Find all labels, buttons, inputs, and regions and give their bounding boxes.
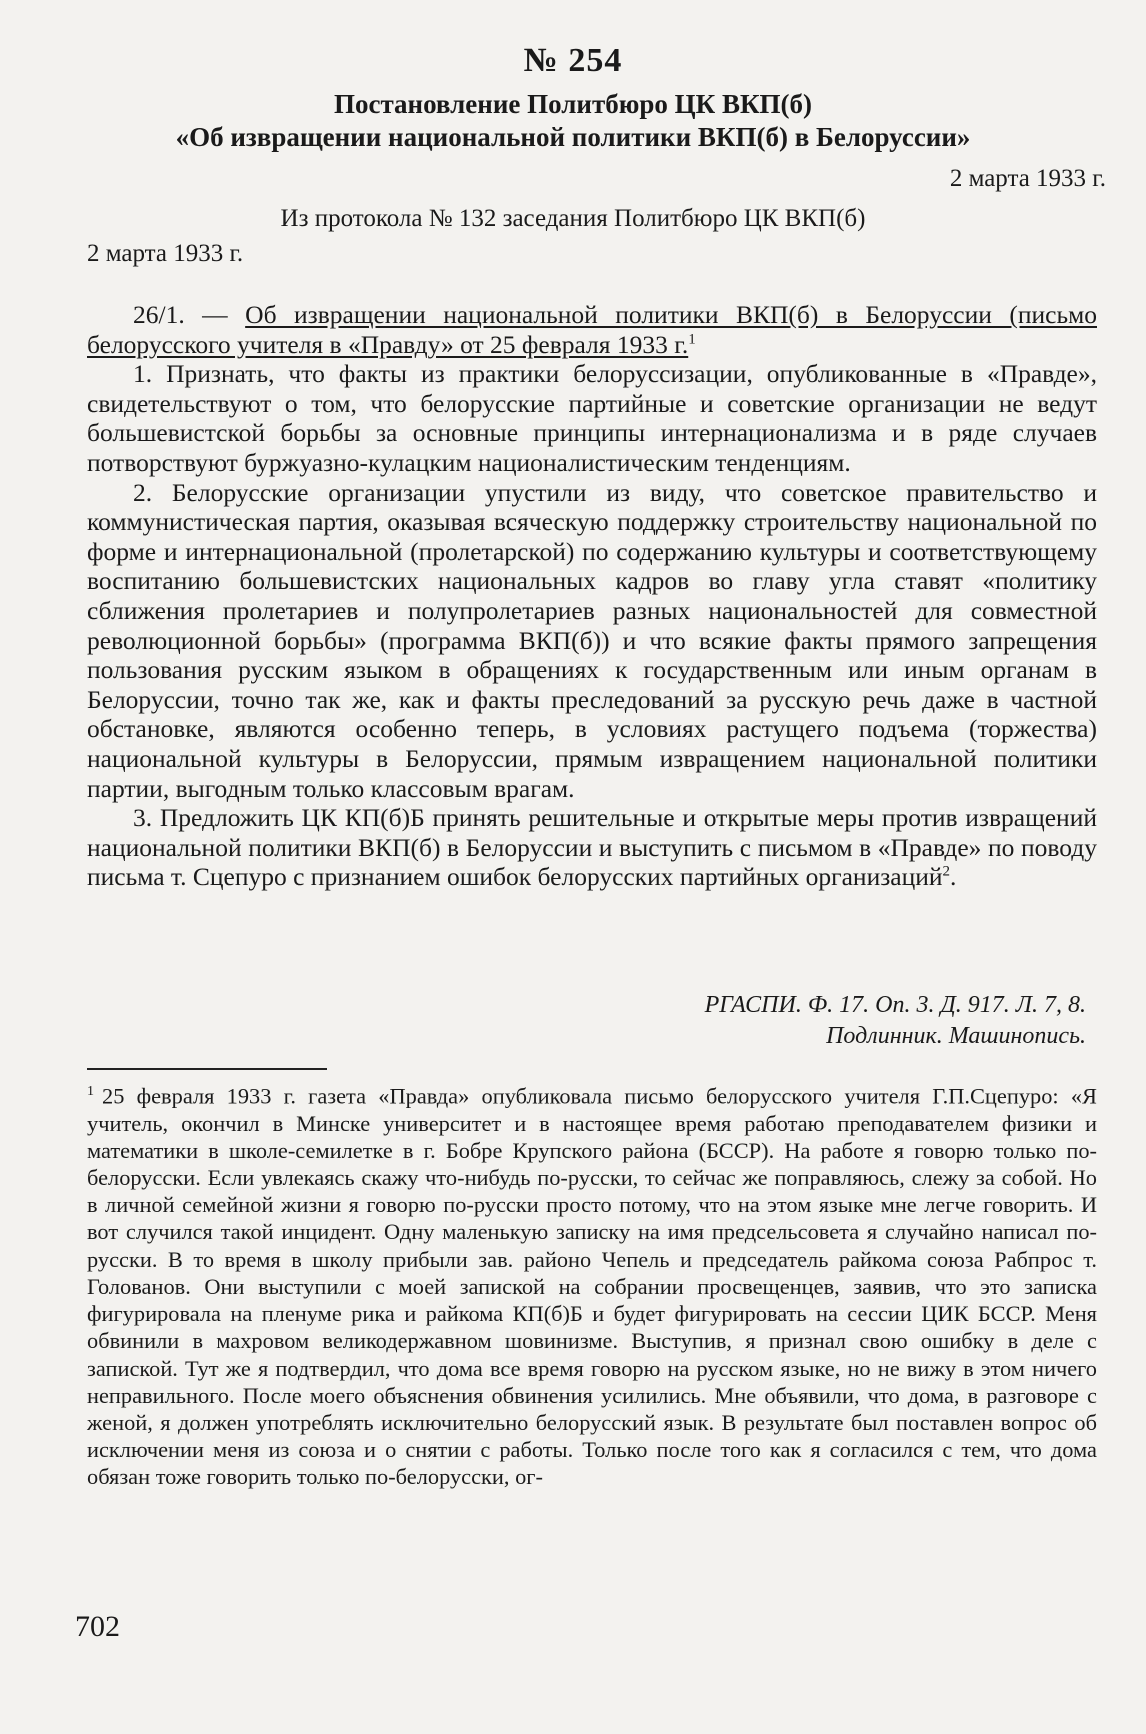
protocol-date: 2 марта 1933 г.	[87, 240, 244, 267]
document-number: № 254	[523, 42, 623, 79]
footnote-ref-2: 2	[942, 863, 951, 880]
footnote-text: 25 февраля 1933 г. газета «Правда» опубликовала письмо белорусского учителя Г.П.Сцепуро: «Я учитель, окончил в Минске университет и в настоящее время работаю преподавателем физики и математики в школе-семилетке в г. Бобре Крупского района (БССР). На работе я говорю только по-белорусски. Если увлекаясь скажу что-нибудь по-русски, то сейчас же поправляюсь, слежу за собой. Но в личной семейной жизни я говорю по-русски просто потому, что на этом языке мне легче говорить. И вот случился такой инцидент. Одну маленькую записку на имя предсельсовета я случайно написал по-русски. В то время в школу прибыли зав. районо Чепель и председатель райкома союза Рабпрос т. Голованов. Они выступили с моей запиской на собрании просвещенцев, заявив, что это записка фигурировала на пленуме рика и райкома КП(б)Б и будет фигурировать на сессии ЦИК БССР. Меня обвинили в махровом великодержавном шовинизме. Выступив, я признал свою ошибку в деле с запиской. Тут же я подтвердил, что дома все время говорю на русском языке, но не вижу в этом ничего неправильного. После моего объяснения обвинения усилились. Мне объявили, что дома, в разговоре с женой, я должен употреблять исключительно белорусский язык. В результате был поставлен вопрос об исключении меня из союза и о снятии с работы. Только после того как я согласился с тем, что дома обязан тоже говорить только по-белорусски, ог-	[87, 1083, 1097, 1490]
paragraph-3: 3. Предложить ЦК КП(б)Б принять решительные и открытые меры против извращений национальной политики ВКП(б) в Белоруссии и выступить с письмом в «Правде» по поводу письма т. Сцепуро с признанием ошибок белорусских партийных организаций$^2$.	[87, 803, 1097, 892]
resolution-body	[87, 300, 1097, 892]
title-line-1: Постановление Политбюро ЦК ВКП(б)	[333, 89, 813, 119]
footnote	[87, 1078, 1097, 1491]
item-heading-paragraph	[87, 300, 1097, 359]
footnote-divider	[87, 1068, 327, 1070]
archive-citation: РГАСПИ. Ф. 17. Оп. 3. Д. 917. Л. 7, 8.	[704, 992, 1086, 1018]
paragraph-2: 2. Белорусские организации упустили из виду, что советское правительство и коммунистическая партия, оказывая всяческую поддержку строительству национальной по форме и интернациональной (пролетарской) по содержанию культуры и соответствующему воспитанию большевистских национальных кадров во главу угла ставят «политику сближения пролетариев и полупролетариев разных национальностей для совместной революционной борьбы» (программа ВКП(б)) и что всякие факты прямого запрещения пользования русским языком в обращениях к государственным или иным органам в Белоруссии, точно так же, как и факты преследований за русскую речь даже в частной обстановке, являются особенно теперь, в условиях растущего подъема (торжества) национальной культуры в Белоруссии, прямым извращением национальной политики партии, выгодным только классовым врагам.	[87, 477, 1097, 803]
document-date: 2 марта 1933 г.	[949, 165, 1106, 192]
protocol-line: Из протокола № 132 заседания Политбюро ЦК ВКП(б)	[280, 205, 866, 232]
paragraph-3-text: 3. Предложить ЦК КП(б)Б принять решительные и открытые меры против извращений национальной политики ВКП(б) в Белоруссии и выступить с письмом в «Правде» по поводу письма т. Сцепуро с признанием ошибок белорусских партийных организаций	[87, 803, 1097, 892]
footnote-ref-1: 1	[688, 331, 696, 348]
footnote-mark: 1	[87, 1084, 94, 1099]
archive-note: Подлинник. Машинопись.	[826, 1023, 1086, 1049]
archive-reference	[705, 990, 1086, 1052]
item-heading: Об извращении национальной политики ВКП(б) в Белоруссии (письмо белорусского учителя в «Правду» от 25 февраля 1933 г.	[87, 300, 1097, 359]
page-number: 702	[75, 1610, 120, 1643]
paragraph-1: 1. Признать, что факты из практики белоруссизации, опубликованные в «Правде», свидетельствуют о том, что белорусские партийные и советские организации не ведут большевистской борьбы за основные принципы интернационализма и в ряде случаев потворствуют буржуазно-кулацким националистическим тенденциям.	[87, 359, 1097, 477]
document-title	[60, 88, 1086, 154]
title-line-2: «Об извращении национальной политики ВКП(б) в Белоруссии»	[175, 122, 971, 152]
item-number: 26/1. —	[133, 300, 246, 329]
